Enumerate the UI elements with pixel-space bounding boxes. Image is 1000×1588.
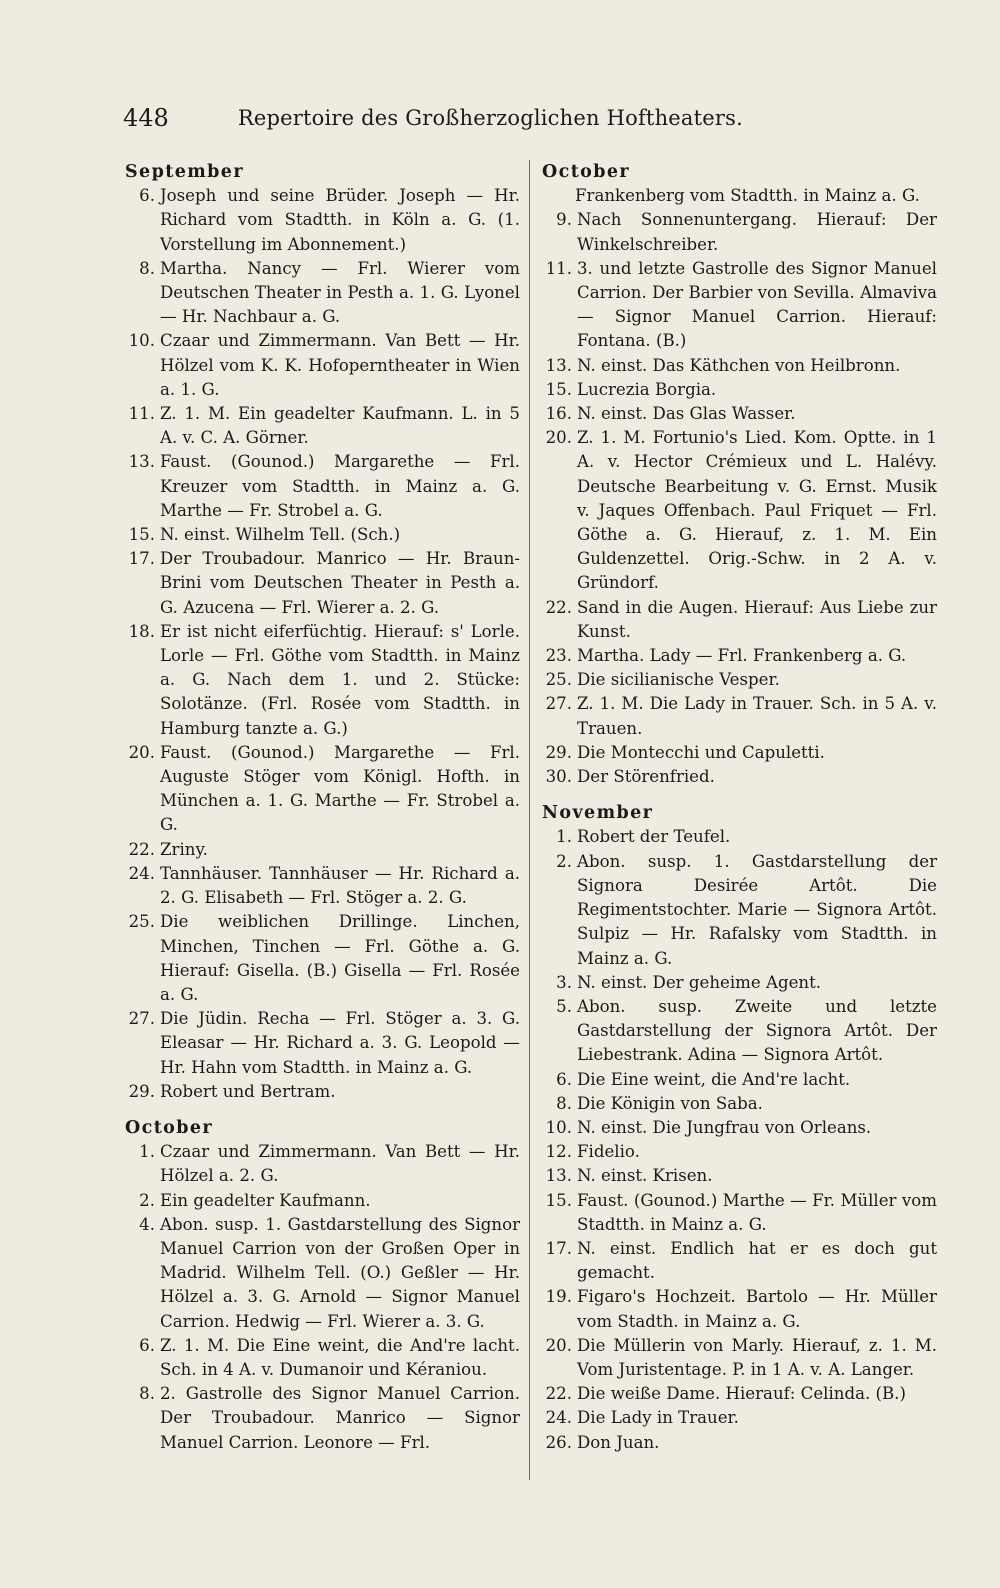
list-item bbox=[542, 1431, 937, 1455]
entry-day: 8. bbox=[139, 258, 155, 278]
list-item bbox=[542, 644, 937, 668]
list-item bbox=[125, 1189, 520, 1213]
entry-text: Faust. (Gounod.) Marthe — Fr. Müller vom Stadtth. in Mainz a. G. bbox=[577, 1190, 937, 1234]
entry-day: 20. bbox=[545, 1335, 572, 1355]
entry-text: N. einst. Das Käthchen von Heilbronn. bbox=[577, 355, 901, 375]
entry-text: Die Müllerin von Marly. Hierauf, z. 1. M. Vom Juristentage. P. in 1 A. v. A. Langer. bbox=[577, 1335, 937, 1379]
entry-day: 12. bbox=[545, 1142, 572, 1162]
list-item bbox=[125, 402, 520, 450]
entry-text: Czaar und Zimmermann. Van Bett — Hr. Hölzel a. 2. G. bbox=[160, 1142, 520, 1186]
entry-text: 2. Gastrolle des Signor Manuel Carrion. Der Troubadour. Manrico — Signor Manuel Carrion. Leonore — Frl. bbox=[160, 1384, 520, 1452]
entry-text: Z. 1. M. Die Lady in Trauer. Sch. in 5 A. v. Trauen. bbox=[577, 694, 937, 738]
list-item bbox=[125, 620, 520, 741]
entry-text: Z. 1. M. Die Eine weint, die And're lacht. Sch. in 4 A. v. Dumanoir und Kéraniou. bbox=[160, 1335, 520, 1379]
entry-day: 6. bbox=[139, 186, 155, 206]
entry-day: 10. bbox=[545, 1117, 572, 1137]
entry-day: 24. bbox=[545, 1408, 572, 1428]
entry-text: Don Juan. bbox=[577, 1432, 660, 1452]
list-item bbox=[542, 692, 937, 740]
list-item bbox=[125, 910, 520, 1007]
list-item bbox=[542, 741, 937, 765]
entry-text: Lucrezia Borgia. bbox=[577, 379, 717, 399]
list-item bbox=[542, 1237, 937, 1285]
list-item bbox=[125, 329, 520, 402]
right-column bbox=[542, 160, 937, 1455]
entry-text: N. einst. Wilhelm Tell. (Sch.) bbox=[160, 525, 401, 545]
list-item bbox=[125, 184, 520, 257]
list-item bbox=[125, 741, 520, 838]
entry-day: 11. bbox=[128, 404, 155, 424]
entry-day: 30. bbox=[545, 767, 572, 787]
list-item bbox=[125, 838, 520, 862]
entry-text: Martha. Nancy — Frl. Wierer vom Deutschen Theater in Pesth a. 1. G. Lyonel — Hr. Nachbaur a. G. bbox=[160, 258, 520, 327]
entry-text: Abon. susp. 1. Gastdarstellung des Signor Manuel Carrion von der Großen Oper in Madrid. Wilhelm Tell. (O.) Geßler — Hr. Hölzel a. 3. G. Arnold — Signor Manuel Carrion. Hedwig — Frl. Wierer a. 3. G. bbox=[160, 1214, 520, 1331]
entry-day: 18. bbox=[128, 621, 155, 641]
entry-day: 1. bbox=[556, 827, 572, 847]
entry-day: 8. bbox=[139, 1384, 155, 1404]
entry-day: 22. bbox=[128, 839, 155, 859]
entry-day: 6. bbox=[139, 1335, 155, 1355]
entry-day: 2. bbox=[556, 851, 572, 871]
entry-day: 6. bbox=[556, 1069, 572, 1089]
entry-list bbox=[542, 825, 937, 1454]
entry-text: Die Eine weint, die And're lacht. bbox=[577, 1069, 851, 1089]
list-item bbox=[542, 765, 937, 789]
entry-day: 19. bbox=[545, 1287, 572, 1307]
entry-text: Figaro's Hochzeit. Bartolo — Hr. Müller vom Stadth. in Mainz a. G. bbox=[577, 1287, 937, 1331]
entry-day: 13. bbox=[545, 355, 572, 375]
page-number: 448 bbox=[123, 104, 169, 132]
entry-text: N. einst. Der geheime Agent. bbox=[577, 972, 822, 992]
entry-day: 2. bbox=[139, 1190, 155, 1210]
entry-day: 5. bbox=[556, 996, 572, 1016]
entry-text: Die Montecchi und Capuletti. bbox=[577, 742, 825, 762]
list-item bbox=[125, 523, 520, 547]
entry-text: Fidelio. bbox=[577, 1142, 640, 1162]
list-item bbox=[125, 450, 520, 523]
list-item bbox=[125, 1334, 520, 1382]
list-item bbox=[542, 426, 937, 595]
entry-text: Er ist nicht eiferfüchtig. Hierauf: s' Lorle. Lorle — Frl. Göthe vom Stadtth. in Mainz a. G. Nach dem 1. und 2. Stücke: Solotänze. (Frl. Rosée vom Stadtth. in Hamburg tanzte a. G.) bbox=[160, 621, 520, 738]
list-item bbox=[125, 547, 520, 620]
entry-text: Nach Sonnenuntergang. Hierauf: Der Winkelschreiber. bbox=[577, 210, 937, 254]
entry-text: Joseph und seine Brüder. Joseph — Hr. Richard vom Stadtth. in Köln a. G. (1. Vorstellung im Abonnement.) bbox=[160, 186, 520, 254]
entry-text: Robert der Teufel. bbox=[577, 827, 731, 847]
section-september bbox=[125, 160, 520, 1104]
list-item bbox=[542, 354, 937, 378]
entry-day: 25. bbox=[545, 670, 572, 690]
entry-text: Abon. susp. 1. Gastdarstellung der Signora Desirée Artôt. Die Regimentstochter. Marie — Signora Artôt. Sulpiz — Hr. Rafalsky vom Stadtth. in Mainz a. G. bbox=[577, 851, 937, 968]
entry-text: Ein geadelter Kaufmann. bbox=[160, 1190, 371, 1210]
list-item bbox=[542, 825, 937, 849]
list-item bbox=[542, 378, 937, 402]
entry-text: N. einst. Die Jungfrau von Orleans. bbox=[577, 1117, 872, 1137]
entry-list bbox=[542, 208, 937, 789]
list-item bbox=[542, 971, 937, 995]
entry-day: 9. bbox=[556, 210, 572, 230]
entry-text: Die Königin von Saba. bbox=[577, 1093, 763, 1113]
column-divider bbox=[529, 160, 530, 1480]
list-item bbox=[542, 668, 937, 692]
list-item bbox=[542, 1068, 937, 1092]
entry-day: 23. bbox=[545, 646, 572, 666]
entry-text: Sand in die Augen. Hierauf: Aus Liebe zur Kunst. bbox=[577, 597, 937, 641]
list-item bbox=[542, 1164, 937, 1188]
entry-text: Der Troubadour. Manrico — Hr. Braun-Brini vom Deutschen Theater in Pesth a. G. Azucena — Frl. Wierer a. 2. G. bbox=[160, 549, 520, 617]
continued-entry-text: Frankenberg vom Stadtth. in Mainz a. G. bbox=[575, 186, 920, 206]
entry-text: Czaar und Zimmermann. Van Bett — Hr. Hölzel vom K. K. Hofoperntheater in Wien a. 1. G. bbox=[160, 331, 520, 399]
list-item bbox=[542, 1140, 937, 1164]
entry-text: Abon. susp. Zweite und letzte Gastdarstellung der Signora Artôt. Der Liebestrank. Adina — Signora Artôt. bbox=[577, 996, 937, 1065]
list-item bbox=[542, 402, 937, 426]
list-item bbox=[542, 208, 937, 256]
list-item bbox=[125, 1382, 520, 1455]
entry-text: N. einst. Das Glas Wasser. bbox=[577, 404, 796, 424]
entry-list bbox=[125, 1140, 520, 1455]
entry-day: 20. bbox=[128, 742, 155, 762]
entry-text: Die sicilianische Vesper. bbox=[577, 670, 780, 690]
month-heading: October bbox=[125, 1117, 214, 1138]
left-column bbox=[125, 160, 520, 1455]
entry-day: 17. bbox=[128, 549, 155, 569]
entry-day: 11. bbox=[545, 258, 572, 278]
list-item bbox=[542, 257, 937, 354]
section-october bbox=[125, 1116, 520, 1455]
entry-day: 29. bbox=[128, 1081, 155, 1101]
entry-day: 22. bbox=[545, 597, 572, 617]
entry-day: 27. bbox=[128, 1009, 155, 1029]
section-october-continued bbox=[542, 160, 937, 789]
entry-day: 15. bbox=[128, 525, 155, 545]
entry-day: 24. bbox=[128, 863, 155, 883]
entry-text: Faust. (Gounod.) Margarethe — Frl. Kreuzer vom Stadtth. in Mainz a. G. Marthe — Fr. Strobel a. G. bbox=[160, 452, 520, 520]
list-item bbox=[125, 1080, 520, 1104]
entry-text: Die Lady in Trauer. bbox=[577, 1408, 739, 1428]
entry-day: 17. bbox=[545, 1238, 572, 1258]
list-item bbox=[125, 862, 520, 910]
entry-day: 4. bbox=[139, 1214, 155, 1234]
entry-day: 29. bbox=[545, 742, 572, 762]
entry-text: Martha. Lady — Frl. Frankenberg a. G. bbox=[577, 646, 907, 666]
month-heading: November bbox=[542, 803, 654, 824]
entry-text: Z. 1. M. Ein geadelter Kaufmann. L. in 5 A. v. C. A. Görner. bbox=[160, 404, 520, 448]
entry-day: 13. bbox=[128, 452, 155, 472]
list-item bbox=[125, 1213, 520, 1334]
entry-text: Tannhäuser. Tannhäuser — Hr. Richard a. 2. G. Elisabeth — Frl. Stöger a. 2. G. bbox=[160, 863, 520, 908]
running-title: Repertoire des Großherzoglichen Hoftheaters. bbox=[237, 106, 743, 130]
list-item bbox=[542, 1285, 937, 1333]
list-item bbox=[125, 1007, 520, 1080]
entry-day: 15. bbox=[545, 379, 572, 399]
entry-day: 1. bbox=[139, 1142, 155, 1162]
list-item bbox=[542, 1116, 937, 1140]
list-item bbox=[542, 850, 937, 971]
entry-text: 3. und letzte Gastrolle des Signor Manuel Carrion. Der Barbier von Sevilla. Almaviva — Signor Manuel Carrion. Hierauf: Fontana. (B.) bbox=[577, 258, 937, 351]
list-item bbox=[542, 1382, 937, 1406]
entry-text: Z. 1. M. Fortunio's Lied. Kom. Optte. in 1 A. v. Hector Crémieux und L. Halévy. Deutsche Bearbeitung v. G. Ernst. Musik v. Jaques Offenbach. Paul Friquet — Frl. Göthe a. G. Hierauf, z. 1. M. Ein Guldenzettel. Orig.-Schw. in 2 A. v. Gründorf. bbox=[577, 428, 937, 593]
list-item bbox=[542, 1189, 937, 1237]
list-item bbox=[542, 596, 937, 644]
list-item bbox=[542, 1406, 937, 1430]
list-item bbox=[542, 1092, 937, 1116]
entry-text: Zriny. bbox=[160, 839, 208, 859]
list-item bbox=[542, 1334, 937, 1382]
month-heading: September bbox=[125, 162, 244, 182]
entry-text: Die weiße Dame. Hierauf: Celinda. (B.) bbox=[577, 1384, 906, 1404]
entry-text: Der Störenfried. bbox=[577, 767, 715, 787]
entry-day: 20. bbox=[545, 428, 572, 448]
entry-list bbox=[125, 184, 520, 1104]
entry-day: 27. bbox=[545, 694, 572, 714]
entry-day: 13. bbox=[545, 1166, 572, 1186]
entry-text: N. einst. Krisen. bbox=[577, 1166, 713, 1186]
entry-text: Robert und Bertram. bbox=[160, 1081, 336, 1101]
entry-day: 10. bbox=[128, 331, 155, 351]
page-header bbox=[123, 104, 743, 144]
entry-day: 8. bbox=[556, 1093, 572, 1113]
entry-day: 22. bbox=[545, 1384, 572, 1404]
entry-text: N. einst. Endlich hat er es doch gut gemacht. bbox=[577, 1238, 937, 1283]
entry-day: 3. bbox=[556, 972, 572, 992]
list-item bbox=[125, 1140, 520, 1188]
month-heading: October bbox=[542, 162, 631, 182]
list-item bbox=[542, 995, 937, 1068]
list-item bbox=[125, 257, 520, 330]
entry-text: Die weiblichen Drillinge. Linchen, Minchen, Tinchen — Frl. Göthe a. G. Hierauf: Gisella. (B.) Gisella — Frl. Rosée a. G. bbox=[160, 912, 520, 1004]
entry-day: 16. bbox=[545, 404, 572, 424]
entry-day: 26. bbox=[545, 1432, 572, 1452]
entry-day: 15. bbox=[545, 1190, 572, 1210]
entry-day: 25. bbox=[128, 912, 155, 932]
entry-text: Faust. (Gounod.) Margarethe — Frl. Auguste Stöger vom Königl. Hofth. in München a. 1. G. Marthe — Fr. Strobel a. G. bbox=[160, 742, 520, 835]
section-november bbox=[542, 801, 937, 1454]
entry-text: Die Jüdin. Recha — Frl. Stöger a. 3. G. Eleasar — Hr. Richard a. 3. G. Leopold — Hr. Hahn vom Stadtth. in Mainz a. G. bbox=[160, 1009, 520, 1077]
